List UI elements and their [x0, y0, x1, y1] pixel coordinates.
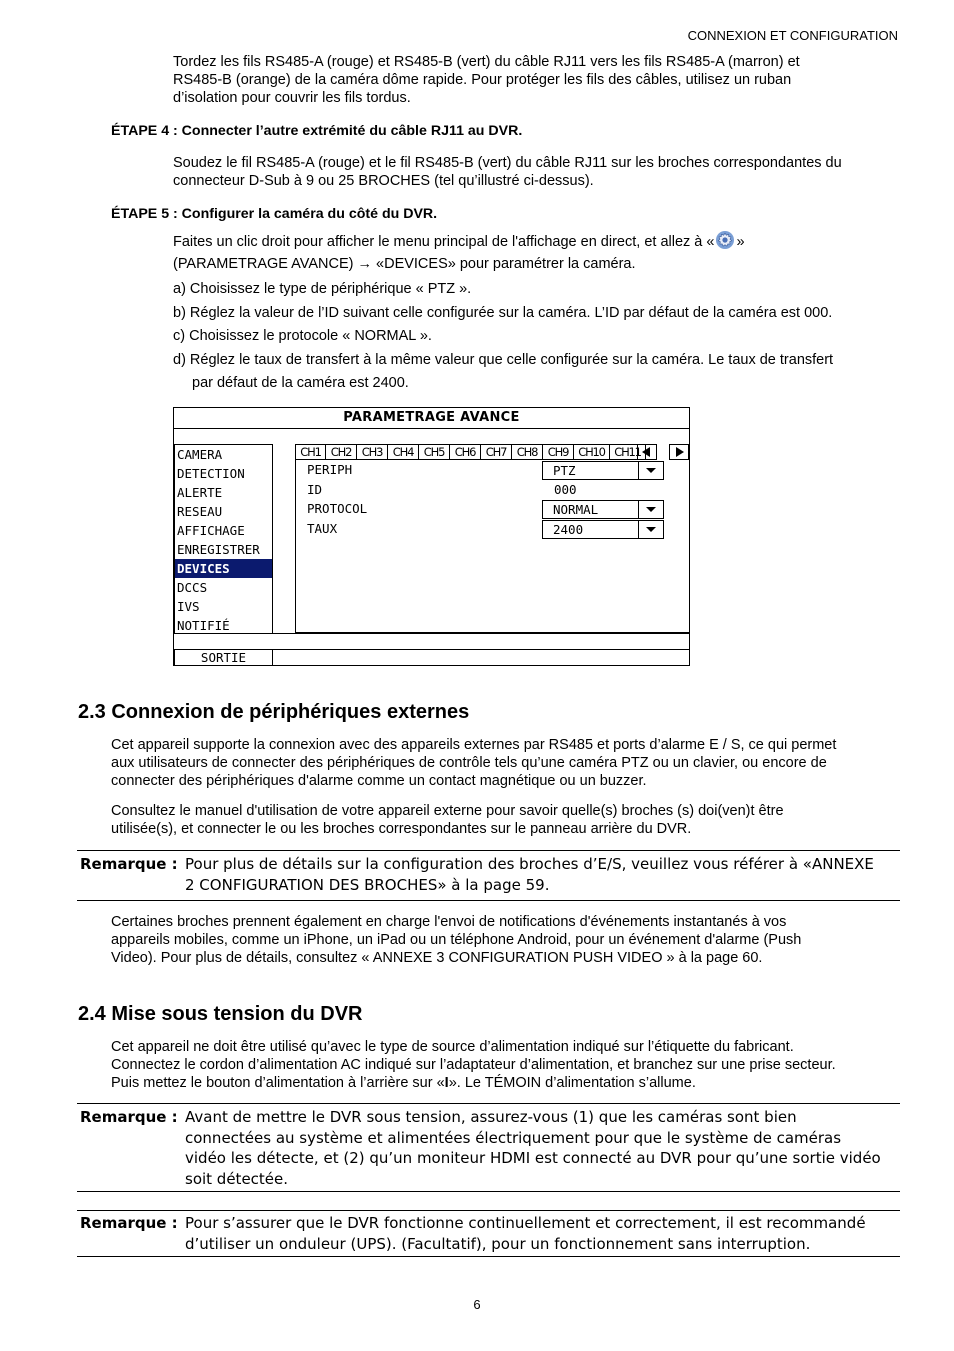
- triangle-down-icon: [639, 462, 663, 479]
- power-symbol: I: [444, 1075, 449, 1091]
- taux-label: TAUX: [307, 521, 338, 536]
- running-header: CONNEXION ET CONFIGURATION: [687, 28, 898, 43]
- tab-ch7[interactable]: CH7: [480, 444, 512, 460]
- menu-item-detection[interactable]: DETECTION: [177, 466, 245, 481]
- text-line: vidéo les détecte, et (2) qu’un moniteur HDMI est connecté au DVR pour qu’une sortie vidéo: [185, 1149, 881, 1167]
- note-rule: [77, 1256, 900, 1257]
- menu-item-dccs[interactable]: DCCS: [177, 580, 208, 595]
- text-line: [111, 1074, 836, 1092]
- text-line: Pour plus de détails sur la configuration des broches d’E/S, veuillez vous référer à «ANNEXE: [185, 855, 874, 873]
- periph-value: PTZ: [553, 463, 576, 478]
- step4-title: ÉTAPE 4 : Connecter l’autre extrémité du câble RJ11 au DVR.: [111, 123, 523, 139]
- channel-tabs: [295, 444, 645, 459]
- note-box: [77, 1213, 900, 1255]
- text-line: Video). Pour plus de détails, consultez « ANNEXE 3 CONFIGURATION PUSH VIDEO » à la page 60.: [111, 950, 763, 966]
- protocol-dropdown[interactable]: [638, 501, 663, 518]
- section-2-3-para1: [111, 736, 836, 790]
- triangle-left-icon: [638, 445, 656, 459]
- tab-ch10[interactable]: CH10: [573, 444, 610, 460]
- text-line: connectées au système et alimentées électriquement pour que le système de caméras: [185, 1128, 842, 1147]
- intro-paragraph: [173, 53, 800, 107]
- text-line: 2 CONFIGURATION DES BROCHES» à la page 59.: [185, 875, 550, 894]
- protocol-select[interactable]: [542, 500, 664, 519]
- divider: [272, 649, 689, 650]
- tab-ch11[interactable]: CH11: [609, 444, 646, 460]
- text-line: appareils mobiles, comme un iPhone, un iPad ou un téléphone Android, pour un événement d'alarme (Push: [111, 932, 802, 948]
- section-2-3-para3: [111, 913, 801, 967]
- page-number: 6: [473, 1297, 481, 1312]
- step5-title: ÉTAPE 5 : Configurer la caméra du côté du DVR.: [111, 206, 438, 222]
- text-line: aux utilisateurs de connecter des périphériques de contrôle tels qu’une caméra PTZ ou un clavier, ou encore de: [111, 755, 827, 771]
- section-2-3-title: 2.3 Connexion de périphériques externes: [78, 701, 470, 723]
- text-line: connecter des périphériques d'alarme comme un contact magnétique ou un buzzer.: [111, 773, 647, 789]
- note-label: Remarque :: [80, 1108, 178, 1126]
- note-text: [185, 1213, 900, 1254]
- text-fragment: Faites un clic droit pour afficher le menu principal de l'affichage en direct, et allez à «: [173, 234, 715, 250]
- note-rule: [77, 1191, 900, 1192]
- taux-dropdown[interactable]: [638, 521, 663, 538]
- text-fragment: ». Le TÉMOIN d’alimentation s’allume.: [448, 1075, 696, 1091]
- text-line: d’isolation pour couvrir les fils tordus.: [173, 90, 411, 106]
- id-label: ID: [307, 482, 323, 497]
- note-box: [77, 1107, 900, 1191]
- menu-item-camera[interactable]: CAMERA: [177, 447, 223, 462]
- text-fragment: »: [736, 234, 745, 250]
- divider: [174, 633, 689, 634]
- note-rule: [77, 850, 900, 851]
- note-rule: [77, 900, 900, 901]
- advanced-settings-dialog: [173, 407, 690, 666]
- triangle-down-icon: [639, 521, 663, 538]
- step4-paragraph: [173, 154, 842, 190]
- menu-item-notifie[interactable]: NOTIFIÉ: [177, 618, 230, 633]
- text-line: soit détectée.: [185, 1169, 289, 1188]
- gear-icon: [715, 230, 735, 255]
- step5-list-item: a) Choisissez le type de périphérique « PTZ ».: [173, 281, 472, 297]
- note-rule: [77, 1210, 900, 1211]
- note-box: [77, 854, 900, 896]
- step5-list-item-cont: par défaut de la caméra est 2400.: [192, 375, 409, 391]
- periph-select[interactable]: [542, 461, 664, 480]
- step5-list-item: c) Choisissez le protocole « NORMAL ».: [173, 328, 432, 344]
- text-line: [173, 230, 745, 255]
- dialog-title: PARAMETRAGE AVANCE: [343, 410, 520, 425]
- menu-item-affichage[interactable]: AFFICHAGE: [177, 523, 245, 538]
- tab-ch2[interactable]: CH2: [325, 444, 357, 460]
- step5-list-item: b) Réglez la valeur de l’ID suivant celle configurée sur la caméra. L’ID par défaut de la caméra est 000.: [173, 305, 833, 321]
- section-2-4-title: 2.4 Mise sous tension du DVR: [78, 1003, 363, 1025]
- text-line: RS485-B (orange) de la caméra dôme rapide. Pour protéger les fils des câbles, utilisez un ruban: [173, 72, 792, 88]
- text-line: Cet appareil ne doit être utilisé qu’avec le type de source d’alimentation indiqué sur l’étiquette du fabricant.: [111, 1039, 794, 1055]
- menu-item-alerte[interactable]: ALERTE: [177, 485, 223, 500]
- tab-ch6[interactable]: CH6: [449, 444, 481, 460]
- text-line: Consultez le manuel d'utilisation de votre appareil externe pour savoir quelle(s) broches (s) doi(ven)t être: [111, 803, 784, 819]
- note-rule: [77, 1103, 900, 1104]
- text-line: d’utiliser un onduleur (UPS). (Facultatif), pour un fonctionnement sans interruption.: [185, 1234, 811, 1253]
- text-line: Soudez le fil RS485-A (rouge) et le fil RS485-B (vert) du câble RJ11 sur les broches correspondantes du: [173, 155, 842, 171]
- id-value[interactable]: 000: [554, 482, 577, 497]
- text-line: Cet appareil supporte la connexion avec des appareils externes par RS485 et ports d’alarme E / S, ce qui permet: [111, 737, 837, 753]
- menu-item-reseau[interactable]: RESEAU: [177, 504, 223, 519]
- protocol-value: NORMAL: [553, 502, 599, 517]
- protocol-label: PROTOCOL: [307, 501, 368, 516]
- taux-select[interactable]: [542, 520, 664, 539]
- note-label: Remarque :: [80, 1214, 178, 1232]
- section-2-4-para: [111, 1038, 836, 1092]
- tab-ch3[interactable]: CH3: [356, 444, 388, 460]
- settings-menu: [174, 444, 273, 634]
- step5-paragraph: [173, 230, 745, 273]
- tab-ch5[interactable]: CH5: [418, 444, 450, 460]
- text-line: connecteur D-Sub à 9 ou 25 BROCHES (tel qu’illustré ci-dessus).: [173, 173, 594, 189]
- text-line: Avant de mettre le DVR sous tension, assurez-vous (1) que les caméras sont bien: [185, 1108, 797, 1126]
- menu-item-ivs[interactable]: IVS: [177, 599, 200, 614]
- exit-button[interactable]: SORTIE: [174, 649, 273, 665]
- menu-item-enregistrer[interactable]: ENREGISTRER: [177, 542, 260, 557]
- divider: [174, 428, 689, 429]
- text-line: utilisée(s), et connecter le ou les broches correspondantes sur le panneau arrière du DVR.: [111, 821, 692, 837]
- text-line: Pour s’assurer que le DVR fonctionne continuellement et correctement, il est recommandé: [185, 1214, 866, 1232]
- text-line: Tordez les fils RS485-A (rouge) et RS485-B (vert) du câble RJ11 vers les fils RS485-A (marron) et: [173, 54, 800, 70]
- note-label: Remarque :: [80, 855, 178, 873]
- note-text: [185, 854, 900, 895]
- tab-ch9[interactable]: CH9: [542, 444, 574, 460]
- tab-next-button[interactable]: [669, 444, 689, 460]
- text-fragment: Puis mettez le bouton d’alimentation à l’arrière sur «: [111, 1075, 445, 1091]
- note-text: [185, 1107, 900, 1189]
- tab-ch4[interactable]: CH4: [387, 444, 419, 460]
- menu-item-devices[interactable]: DEVICES: [175, 559, 272, 578]
- tab-ch8[interactable]: CH8: [511, 444, 543, 460]
- triangle-down-icon: [639, 501, 663, 518]
- triangle-right-icon: [670, 445, 688, 459]
- step5-list-item: d) Réglez le taux de transfert à la même valeur que celle configurée sur la caméra. Le taux de transfert: [173, 352, 834, 368]
- periph-label: PERIPH: [307, 462, 353, 477]
- taux-value: 2400: [553, 522, 584, 537]
- text-line: Connectez le cordon d’alimentation AC indiqué sur l’adaptateur d’alimentation, et branchez sur une prise secteur.: [111, 1057, 836, 1073]
- tab-ch1[interactable]: CH1: [295, 444, 326, 460]
- section-2-3-para2: [111, 802, 784, 838]
- text-line: (PARAMETRAGE AVANCE) → «DEVICES» pour paramétrer la caméra.: [173, 256, 636, 272]
- tab-prev-button[interactable]: [637, 444, 657, 460]
- text-line: Certaines broches prennent également en charge l'envoi de notifications d'événements instantanés à vos: [111, 914, 787, 930]
- periph-dropdown[interactable]: [638, 462, 663, 479]
